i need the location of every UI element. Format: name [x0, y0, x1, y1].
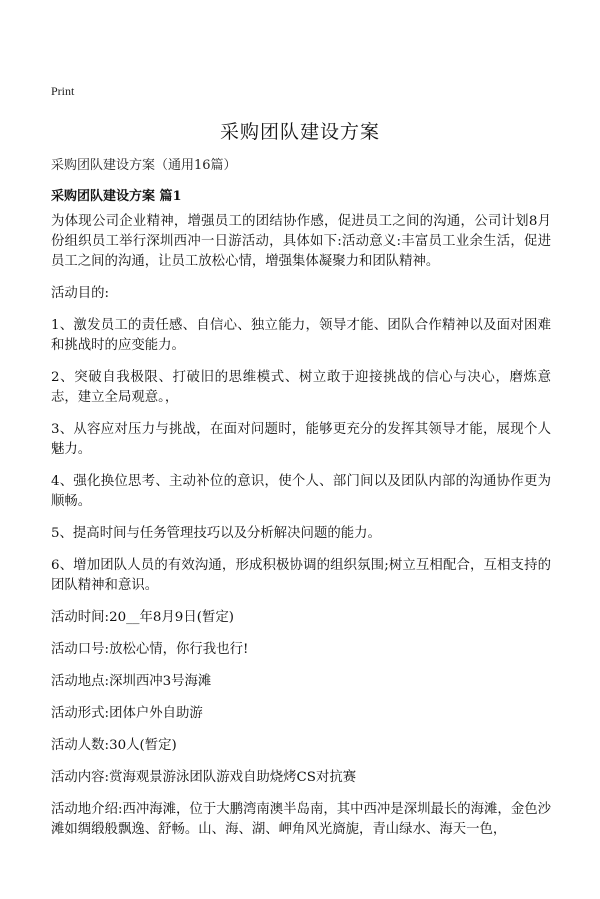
paragraph-activity-format: 活动形式:团体户外自助游: [51, 706, 203, 721]
paragraph-activity-time: 活动时间:20__年8月9日(暂定): [51, 610, 234, 625]
page-title: 采购团队建设方案: [219, 121, 380, 143]
section-heading: 采购团队建设方案 篇1: [51, 189, 182, 204]
paragraph-goals-label: 活动目的:: [51, 286, 110, 301]
paragraph-activity-location: 活动地点:深圳西冲3号海滩: [51, 674, 212, 689]
paragraph-goal-1: 1、激发员工的责任感、自信心、独立能力，领导才能、团队合作精神以及面对困难和挑战时的应变能力。: [51, 318, 551, 353]
paragraph-activity-headcount: 活动人数:30人(暂定): [51, 738, 177, 753]
document-subtitle: 采购团队建设方案（通用16篇）: [51, 158, 237, 173]
paragraph-intro: 为体现公司企业精神，增强员工的团结协作感，促进员工之间的沟通，公司计划8月份组织员工举行深圳西冲一日游活动，具体如下:活动意义:丰富员工业余生活，促进员工之间的沟通，让员工放松心情，增强集体凝聚力和团队精神。: [51, 214, 551, 269]
paragraph-location-intro: 活动地介绍:西冲海滩，位于大鹏湾南澳半岛南，其中西冲是深圳最长的海滩，金色沙滩如绸缎般飘逸、舒畅。山、海、湖、岬角风光旖旎，青山绿水、海天一色，: [51, 802, 551, 837]
paragraph-goal-5: 5、提高时间与任务管理技巧以及分析解决问题的能力。: [51, 526, 381, 541]
paragraph-goal-4: 4、强化换位思考、主动补位的意识，使个人、部门间以及团队内部的沟通协作更为顺畅。: [51, 474, 551, 509]
paragraph-activity-content: 活动内容:赏海观景游泳团队游戏自助烧烤CS对抗赛: [51, 770, 357, 785]
paragraph-goal-3: 3、从容应对压力与挑战，在面对问题时，能够更充分的发挥其领导才能，展现个人魅力。: [51, 422, 551, 457]
print-label: Print: [51, 84, 75, 98]
paragraph-goal-6: 6、增加团队人员的有效沟通，形成积极协调的组织氛围;树立互相配合，互相支持的团队精神和意识。: [51, 558, 551, 593]
document-body: [51, 212, 551, 852]
paragraph-activity-slogan: 活动口号:放松心情，你行我也行!: [51, 642, 249, 657]
paragraph-goal-2: 2、突破自我极限、打破旧的思维模式、树立敢于迎接挑战的信心与决心，磨炼意志，建立全局观意。，: [51, 370, 551, 405]
